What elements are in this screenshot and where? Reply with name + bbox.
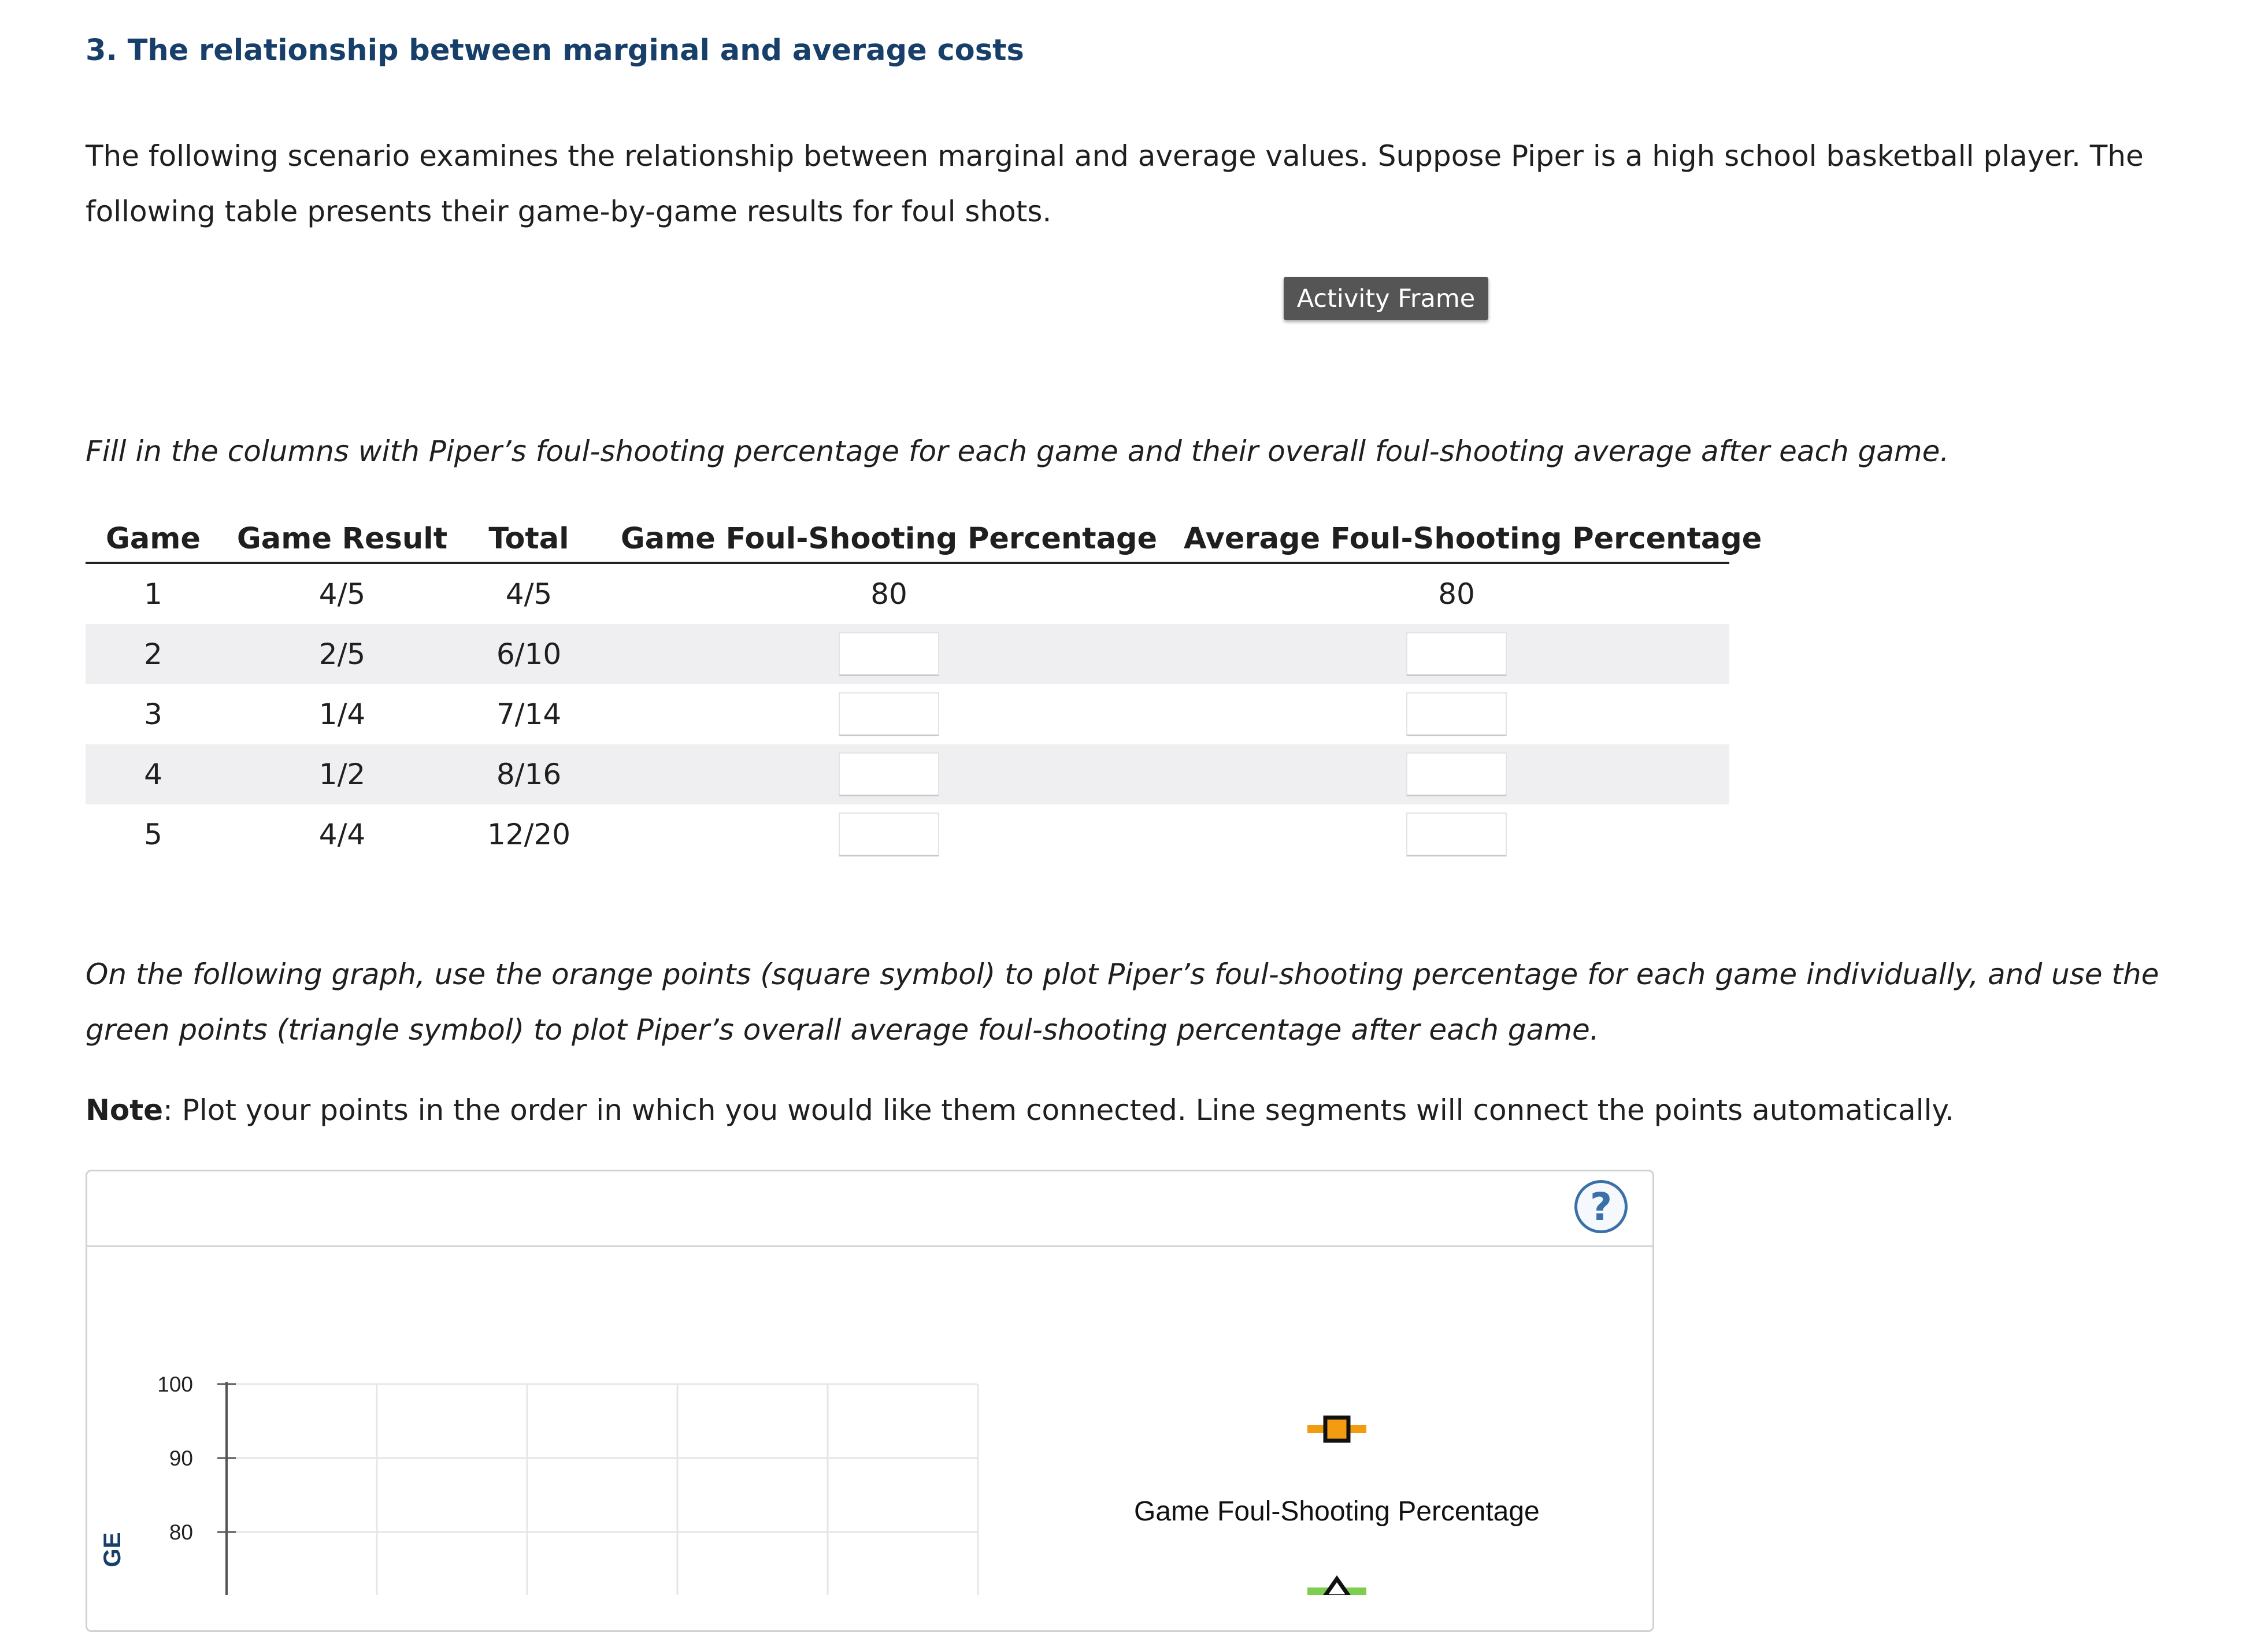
game-result: 1/2 [318, 758, 366, 791]
y-tick-label: 80 [169, 1520, 193, 1544]
game-pct-input[interactable] [839, 813, 939, 856]
y-axis-label: GE [98, 1532, 125, 1567]
game-number: 3 [144, 698, 162, 731]
avg-pct-input[interactable] [1406, 692, 1507, 736]
table-row [86, 804, 1729, 865]
graph-instruction: On the following graph, use the orange points (square symbol) to plot Piper’s foul-shooting percentage for each game individually, and use the green points (triangle symbol) to plot Piper’s overall average foul-shooting percentage after each game. [86, 958, 2159, 1047]
game-total: 7/14 [496, 698, 562, 731]
game-total: 12/20 [487, 818, 571, 851]
header-game: Game [105, 522, 201, 556]
table-row [86, 744, 1729, 804]
game-result: 4/5 [318, 577, 366, 611]
game-number: 4 [144, 758, 162, 791]
y-tick-label: 90 [169, 1446, 193, 1470]
avg-pct-input[interactable] [1406, 752, 1507, 796]
header-game-result: Game Result [236, 522, 448, 556]
table-row [86, 684, 1729, 744]
game-number: 1 [144, 577, 162, 611]
note-text [86, 1093, 1954, 1127]
fill-instruction: Fill in the columns with Piper’s foul-shooting percentage for each game and their overall foul-shooting average after each game. [86, 435, 1950, 468]
game-result: 4/4 [318, 818, 366, 851]
graph-panel[interactable] [86, 1170, 1654, 1632]
avg-pct-input[interactable] [1406, 813, 1507, 856]
section-title: 3. The relationship between marginal and average costs [86, 34, 1024, 68]
scenario-text: The following scenario examines the relationship between marginal and average values. Suppose Piper is a high school basketball player. The following table presents their game-by-game results for foul shots. [86, 139, 2144, 228]
avg-pct-input[interactable] [1406, 632, 1507, 676]
game-result: 2/5 [318, 637, 366, 671]
question-circle-icon[interactable]: ? [1574, 1180, 1628, 1233]
game-total: 4/5 [505, 577, 553, 611]
avg-pct-value: 80 [1438, 577, 1475, 611]
note-label: Note [86, 1093, 164, 1127]
results-table [86, 511, 1762, 865]
game-pct-value: 80 [870, 577, 907, 611]
game-number: 2 [144, 637, 162, 671]
activity-frame-button[interactable]: Activity Frame [1284, 277, 1488, 320]
header-avg-pct: Average Foul-Shooting Percentage [1184, 522, 1762, 556]
table-row [86, 564, 1729, 624]
header-game-pct: Game Foul-Shooting Percentage [620, 522, 1158, 556]
game-pct-input[interactable] [839, 692, 939, 736]
game-result: 1/4 [318, 698, 366, 731]
game-pct-input[interactable] [839, 752, 939, 796]
note-body: : Plot your points in the order in which you would like them connected. Line segments will connect the points automatically. [163, 1093, 1954, 1127]
graph-panel-header [87, 1171, 1652, 1247]
game-total: 8/16 [496, 758, 562, 791]
legend-label-game-pct: Game Foul-Shooting Percentage [1134, 1496, 1540, 1527]
table-header [86, 511, 1762, 564]
game-number: 5 [144, 818, 162, 851]
table-row [86, 624, 1729, 684]
game-pct-input[interactable] [839, 632, 939, 676]
game-total: 6/10 [496, 637, 562, 671]
header-total: Total [488, 522, 569, 556]
y-tick-label: 100 [157, 1373, 193, 1396]
